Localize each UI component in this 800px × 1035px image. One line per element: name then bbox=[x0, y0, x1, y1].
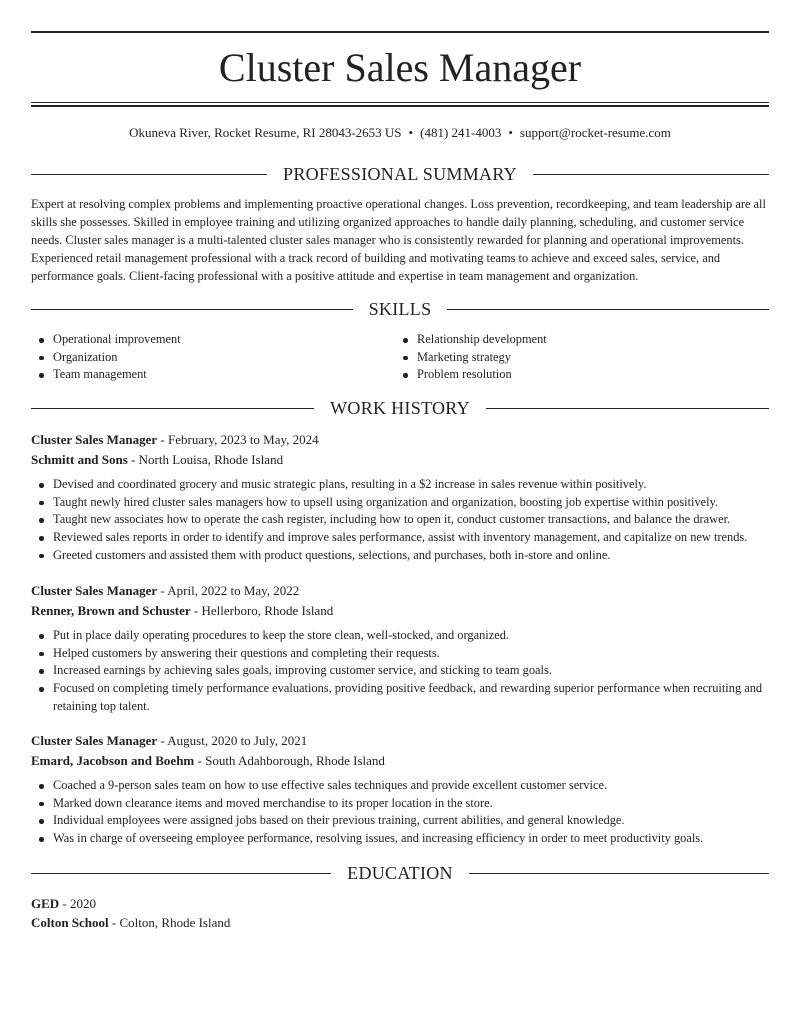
skills-column-left bbox=[31, 331, 395, 384]
top-rule bbox=[31, 31, 769, 33]
dash: - bbox=[108, 915, 120, 930]
skills-list bbox=[31, 331, 769, 384]
job-bullet: Increased earnings by achieving sales goals, improving customer service, and sticking to team goals. bbox=[31, 662, 769, 680]
contact-email: support@rocket-resume.com bbox=[519, 125, 671, 140]
job-bullet: Taught newly hired cluster sales managers how to upsell using organization and organization, boosting job expertise within positively. bbox=[31, 494, 769, 512]
dash: - bbox=[190, 603, 202, 618]
job-bullet: Focused on completing timely performance evaluations, providing positive feedback, and rewarding superior performance when recruiting and retaining top talent. bbox=[31, 680, 769, 715]
skill-item: Operational improvement bbox=[31, 331, 395, 349]
dash: - bbox=[194, 753, 206, 768]
job-dates: August, 2020 to July, 2021 bbox=[167, 733, 308, 748]
education-entry bbox=[31, 894, 769, 932]
job-entry bbox=[31, 581, 769, 716]
job-location: South Adahborough, Rhode Island bbox=[205, 753, 385, 768]
double-rule-upper bbox=[31, 102, 769, 103]
job-bullets bbox=[31, 476, 769, 565]
skill-item: Team management bbox=[31, 366, 395, 384]
job-company: Emard, Jacobson and Boehm bbox=[31, 753, 195, 768]
job-title: Cluster Sales Manager bbox=[31, 432, 158, 447]
job-bullets bbox=[31, 627, 769, 716]
dash: - bbox=[157, 733, 168, 748]
contact-separator: • bbox=[408, 125, 414, 140]
job-bullet: Reviewed sales reports in order to identify and improve sales performance, assist with inventory management, and capitalize on new trends. bbox=[31, 529, 769, 547]
job-company: Schmitt and Sons bbox=[31, 452, 128, 467]
job-bullet: Individual employees were assigned jobs based on their previous training, current abilities, and general knowledge. bbox=[31, 812, 769, 830]
job-dates: April, 2022 to May, 2022 bbox=[167, 583, 300, 598]
skill-item: Organization bbox=[31, 349, 395, 367]
section-title: EDUCATION bbox=[347, 863, 453, 883]
education-school-line bbox=[31, 913, 769, 932]
job-title-line bbox=[31, 731, 769, 750]
job-title: Cluster Sales Manager bbox=[31, 583, 158, 598]
skill-item: Problem resolution bbox=[395, 366, 759, 384]
section-rule-left bbox=[31, 408, 314, 409]
section-rule-left bbox=[31, 309, 353, 310]
section-rule-right bbox=[533, 174, 769, 175]
job-location: North Louisa, Rhode Island bbox=[138, 452, 284, 467]
job-bullet: Taught new associates how to operate the cash register, including how to open it, conduct customer transactions, and balance the drawer. bbox=[31, 511, 769, 529]
job-company-line bbox=[31, 751, 769, 770]
job-company-line bbox=[31, 450, 769, 469]
resume-name: Cluster Sales Manager bbox=[218, 45, 582, 90]
dash: - bbox=[127, 452, 139, 467]
job-company: Renner, Brown and Schuster bbox=[31, 603, 191, 618]
job-title: Cluster Sales Manager bbox=[31, 733, 158, 748]
skills-column-right bbox=[395, 331, 759, 384]
summary-text: Expert at resolving complex problems and implementing proactive operational changes. Loss prevention, recordkeeping, and team leadership are all skills she possesses. Skilled in employee training and utilizing organized approaches to handle daily planning, scheduling, and customer service needs. Cluster sales manager is a multi-talented cluster sales manager who is consistently rewarded for planning and operational improvements. Experienced retail management professional with a track record of building and motivating teams to achieve and exceed sales, service, and performance goals. Client-facing professional with a positive attitude and expertise in team management and organization. bbox=[31, 197, 766, 283]
dash: - bbox=[59, 896, 71, 911]
contact-line bbox=[31, 124, 769, 142]
job-bullet: Devised and coordinated grocery and music strategic plans, resulting in a $2 increase in sales revenue within positively. bbox=[31, 476, 769, 494]
education-degree-line bbox=[31, 894, 769, 913]
section-title: PROFESSIONAL SUMMARY bbox=[283, 164, 517, 184]
education-school: Colton School bbox=[31, 915, 109, 930]
education-location: Colton, Rhode Island bbox=[119, 915, 231, 930]
job-company-line bbox=[31, 601, 769, 620]
section-title: SKILLS bbox=[368, 299, 432, 319]
section-rule-left bbox=[31, 873, 331, 874]
education-degree: GED bbox=[31, 896, 60, 911]
job-bullet: Helped customers by answering their questions and completing their requests. bbox=[31, 645, 769, 663]
job-bullets bbox=[31, 777, 769, 848]
section-header-education bbox=[31, 862, 769, 884]
job-bullet: Put in place daily operating procedures to keep the store clean, well-stocked, and organized. bbox=[31, 627, 769, 645]
section-title: WORK HISTORY bbox=[330, 398, 470, 418]
job-bullet: Was in charge of overseeing employee performance, resolving issues, and increasing efficiency in order to meet productivity goals. bbox=[31, 830, 769, 848]
contact-separator: • bbox=[508, 125, 513, 140]
job-bullet: Coached a 9-person sales team on how to use effective sales techniques and provide excellent customer service. bbox=[31, 777, 769, 795]
skill-item: Marketing strategy bbox=[395, 349, 759, 367]
job-location: Hellerboro, Rhode Island bbox=[201, 603, 334, 618]
education-year: 2020 bbox=[70, 896, 97, 911]
section-rule-left bbox=[31, 174, 267, 175]
section-rule-right bbox=[469, 873, 769, 874]
section-header-work-history bbox=[31, 397, 769, 419]
job-title-line bbox=[31, 581, 769, 600]
job-entry bbox=[31, 731, 769, 848]
double-rule-lower bbox=[31, 105, 769, 107]
job-entry bbox=[31, 430, 769, 565]
contact-address: Okuneva River, Rocket Resume, RI 28043-2653 US bbox=[129, 125, 402, 140]
job-title-line bbox=[31, 430, 769, 449]
dash: - bbox=[157, 583, 168, 598]
skill-item: Relationship development bbox=[395, 331, 759, 349]
contact-phone: (481) 241-4003 bbox=[420, 125, 502, 140]
dash: - bbox=[157, 432, 168, 447]
section-header-skills bbox=[31, 298, 769, 320]
section-rule-right bbox=[486, 408, 769, 409]
job-bullet: Greeted customers and assisted them with product questions, selections, and purchases, both in-store and online. bbox=[31, 547, 769, 565]
job-bullet: Marked down clearance items and moved merchandise to its proper location in the store. bbox=[31, 795, 769, 813]
job-dates: February, 2023 to May, 2024 bbox=[167, 432, 319, 447]
section-rule-right bbox=[447, 309, 769, 310]
section-header-summary bbox=[31, 163, 769, 185]
